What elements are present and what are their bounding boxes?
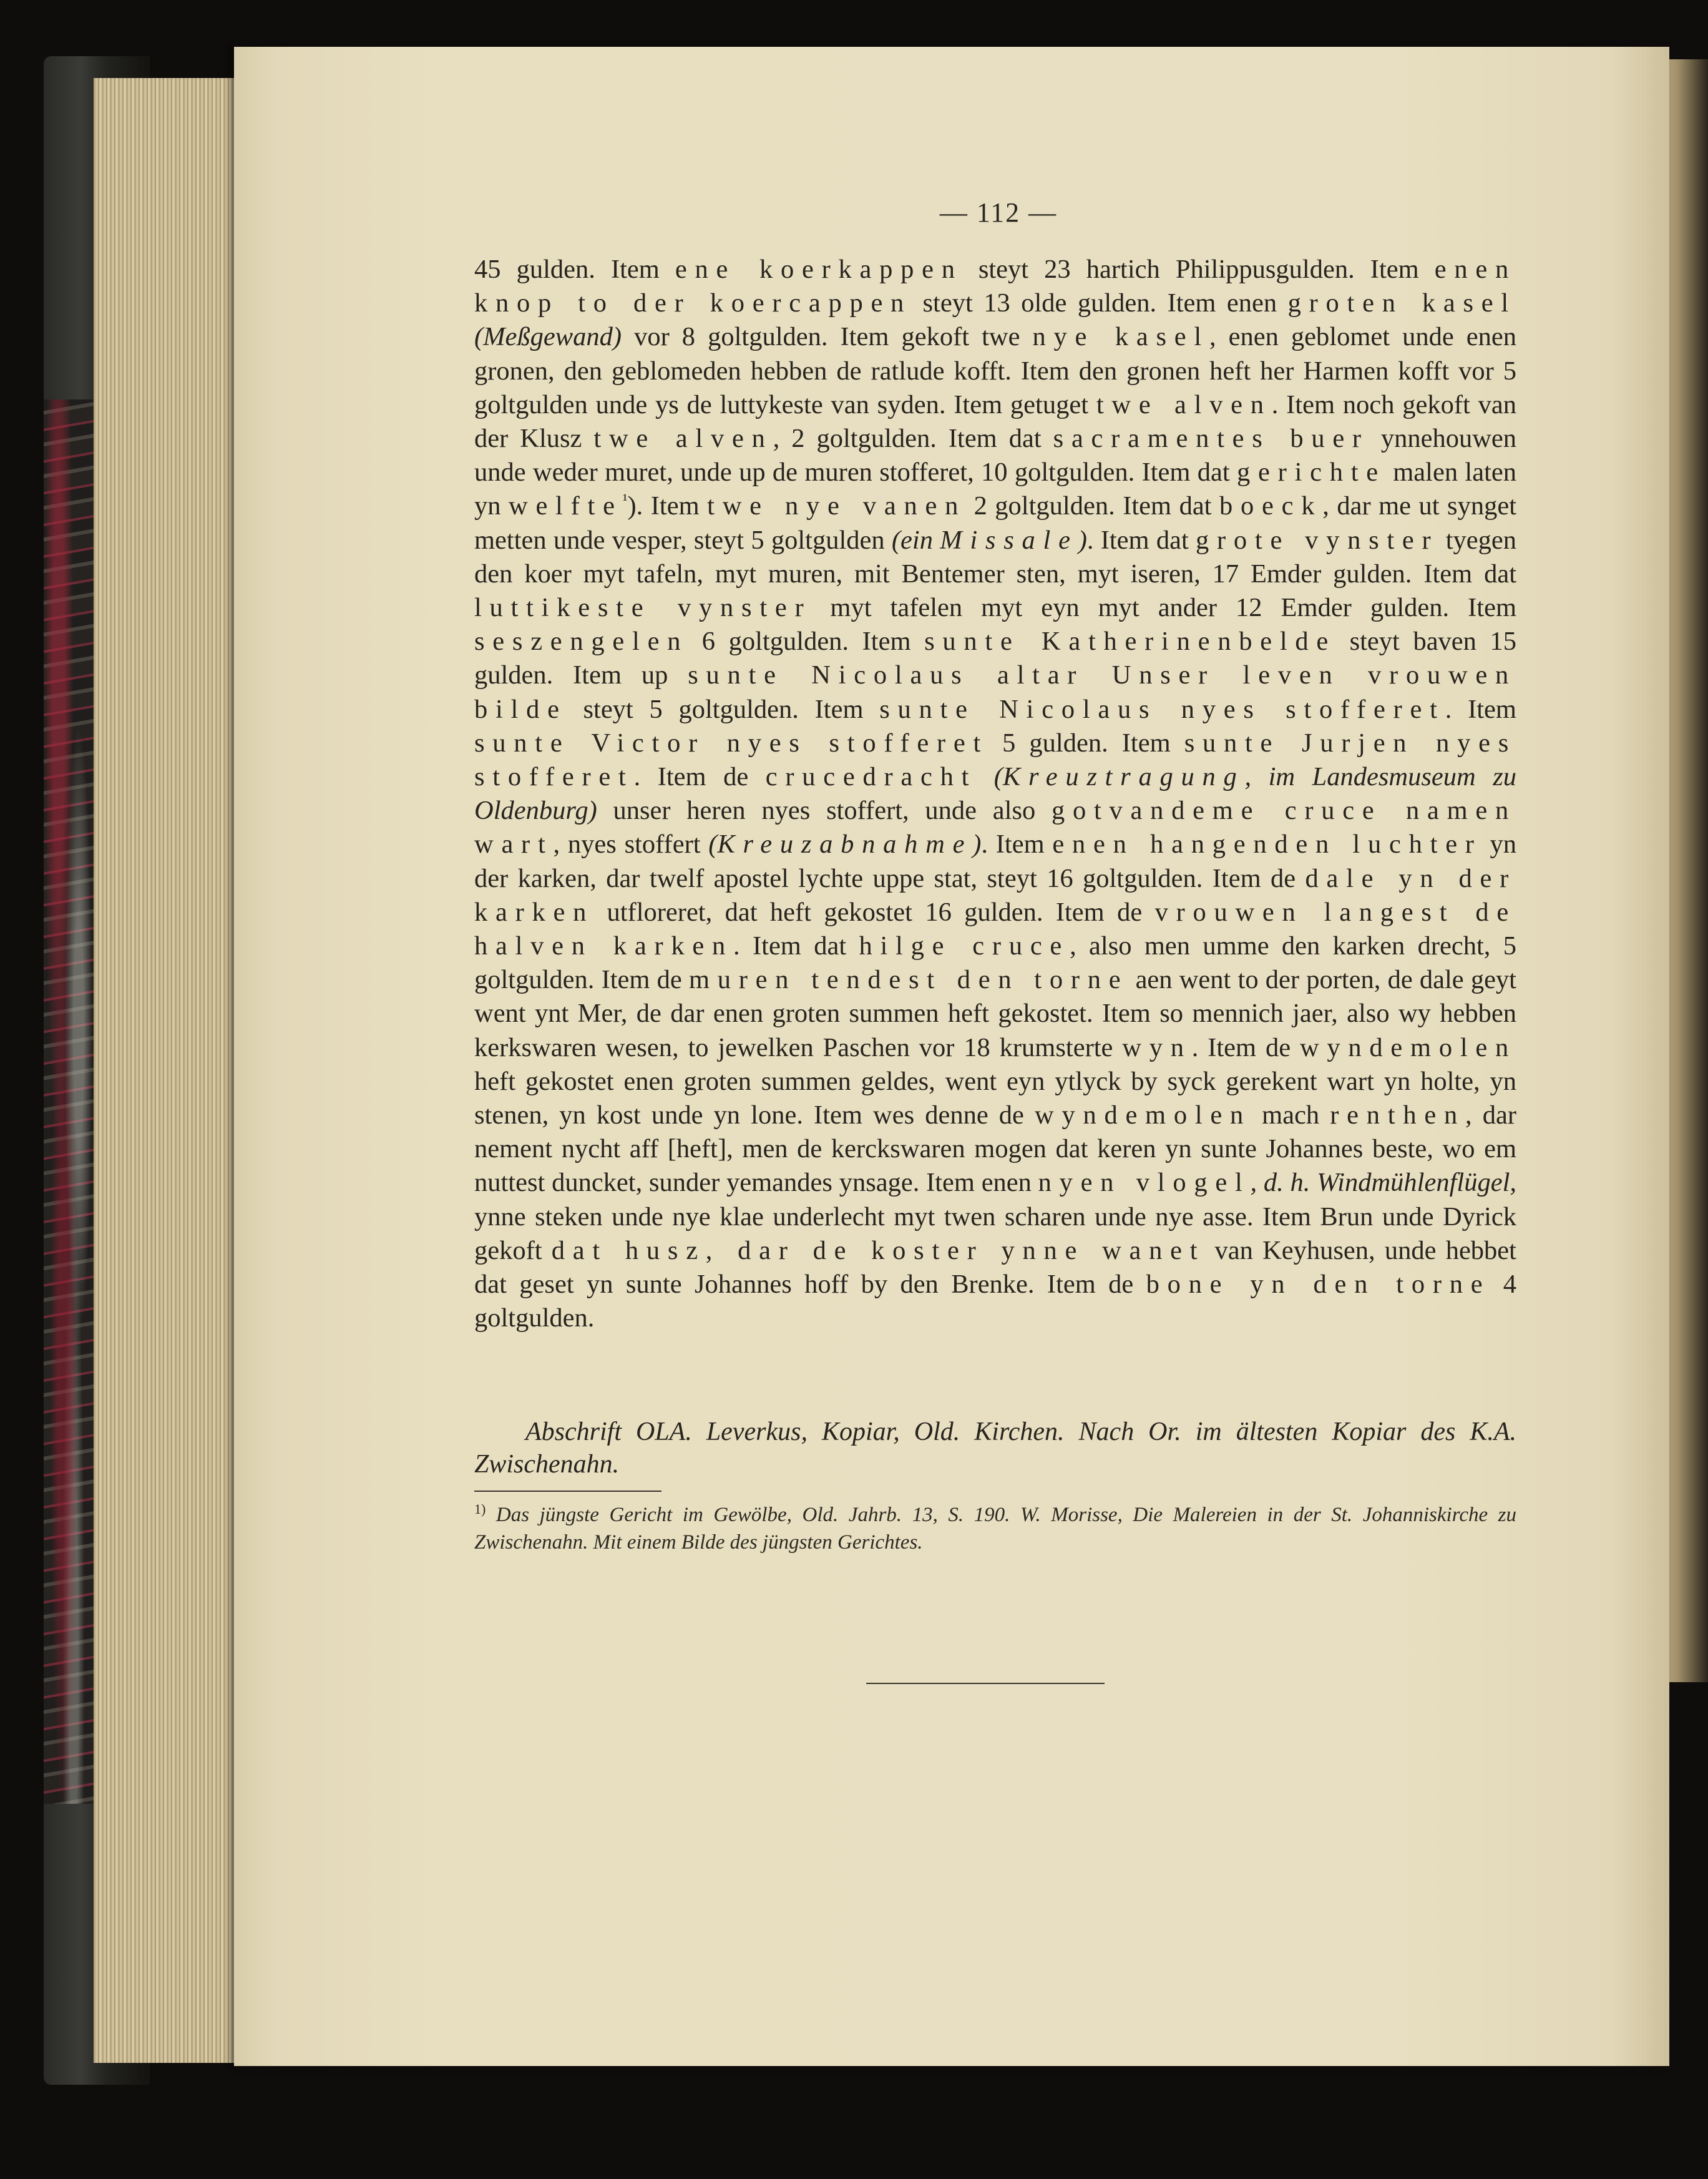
spaced-term: wyndemolen [1299, 1032, 1516, 1062]
italic-gloss: ( [708, 830, 718, 859]
text-run: steyt 5 goltgulden. Item [567, 694, 880, 724]
spaced-term: twe nye vanen [707, 491, 967, 521]
text-run: . Item [1445, 694, 1516, 724]
text-run: steyt 23 hartich Philippusgulden. Item [962, 255, 1435, 284]
spaced-term: renthen [1330, 1100, 1465, 1130]
spaced-term: sunte Nicolaus altar Unser leven vrouwen bilde [474, 660, 1516, 724]
italic-gloss: ) [1078, 525, 1087, 555]
italic-gloss: (ein [891, 525, 940, 555]
spaced-term: gotvandeme cruce namen wart [474, 796, 1516, 859]
spaced-term: enen hangenden luchter [1052, 830, 1482, 859]
spaced-term: muren tendest den torne [688, 965, 1129, 995]
spaced-term: bone yn den torne [1146, 1270, 1491, 1300]
text-run: . Item de [633, 762, 766, 792]
source-note: Abschrift OLA. Leverkus, Kopiar, Old. Kirchen. Nach Or. im ältesten Kopiar des K.A. Zwischenahn. [474, 1418, 1516, 1479]
text-run: ynnehouwen unde weder muret, unde up de muren stofferet, 10 goltgulden. Item dat [474, 424, 1517, 487]
spaced-term: gerichte [1237, 458, 1386, 487]
text-run: aen went to der porten, de dale geyt went ynt Mer, de dar enen groten summen heft gekostet. Item so mennich jaer, also wy hebben kerkswaren wesen, to jewelken Paschen vor 18 krumsterte [474, 965, 1516, 1062]
footnote-rule [474, 1491, 661, 1492]
spaced-term: twe alven [1096, 389, 1272, 419]
spaced-term: welfte [509, 491, 623, 521]
footnote-text: Das jüngste Gericht im Gewölbe, Old. Jahrb. 13, S. 190. W. Morisse, Die Malereien in der St. Johanniskirche zu Zwischenahn. Mit einem Bilde des jüngsten Gerichtes. [474, 1504, 1517, 1554]
text-run: 4 goltgulden. [474, 1270, 1516, 1333]
text-run: 45 gulden. Item [474, 255, 675, 284]
text-run: 5 gulden. Item [988, 728, 1184, 758]
footnote [474, 1501, 1516, 1556]
text-run: van Keyhusen, unde hebbet dat geset yn sunte Johannes hoff by den Brenke. Item de [474, 1235, 1516, 1300]
spaced-term: vrouwen langest de halven karken [474, 897, 1516, 961]
text-run: tyegen den koer myt tafeln, myt muren, mit Bentemer sten, myt iseren, 17 Emder gulden. Item dat [474, 525, 1516, 589]
text-run: unser heren nyes stoffert, unde also [597, 796, 1052, 826]
text-run: ). Item [627, 491, 708, 521]
text-run: steyt baven 15 gulden. Item up [474, 627, 1517, 690]
text-run: . Item de [1191, 1032, 1300, 1062]
text-run: malen laten yn [474, 458, 1516, 521]
spaced-term: Kreuzabnahme [717, 830, 973, 859]
text-run: yn der karken, dar twelf apostel lychte uppe stat, steyt 16 goltgulden. Item de [474, 830, 1516, 893]
text-run: . Item noch gekoft van der Klusz [474, 389, 1516, 454]
page-number: — 112 — [939, 197, 1058, 228]
text-run: . Item dat [1086, 525, 1196, 555]
text-run: . Item dat [733, 931, 859, 961]
spaced-term: twe alven [593, 424, 773, 454]
text-run: , enen geblomet unde enen gronen, den geblomeden hebben de ratlude kofft. Item den gronen heft her Harmen kofft vor 5 goltgulden unde ys de luttykeste van syden. Item getuget [474, 322, 1516, 419]
spaced-term: crucedracht [765, 762, 977, 792]
text-run: vor 8 goltgulden. Item gekoft twe [622, 322, 1033, 352]
end-rule [866, 1683, 1105, 1684]
text-run: utfloreret, dat heft gekostet 16 gulden. Item de [594, 897, 1155, 927]
text-run: steyt 13 olde gulden. Item enen [912, 288, 1288, 318]
text-run: 6 goltgulden. Item [688, 627, 925, 657]
footnote-ref: ¹ [622, 491, 628, 509]
spaced-term: grote vynster [1196, 525, 1439, 555]
italic-gloss: ) [972, 830, 982, 859]
text-run: , dar me ut synget metten unde vesper, steyt 5 goltgulden [474, 491, 1516, 555]
text-run: , 2 goltgulden. Item dat [773, 424, 1053, 454]
spaced-term: sacramentes buer [1053, 424, 1369, 454]
spaced-term: nyen vlogel [1038, 1168, 1251, 1198]
spaced-term: Missale [940, 525, 1078, 555]
spaced-term: sunte Nicolaus nyes stofferet [879, 694, 1445, 724]
spaced-term: groten kasel [1287, 288, 1516, 318]
body-paragraph [474, 253, 1516, 1336]
italic-gloss: , im Landesmuseum zu Oldenburg) [474, 762, 1517, 826]
footnote-marker: 1) [474, 1501, 486, 1517]
text-run: myt tafelen myt eyn myt ander 12 Emder gulden. Item [811, 593, 1516, 623]
marbled-edge [44, 399, 94, 1804]
text-run: , also men umme den karken drecht, 5 goltgulden. Item de [474, 931, 1517, 995]
text-run: 2 goltgulden. Item dat [966, 491, 1219, 521]
body-text [474, 253, 1516, 1336]
page-edges [94, 78, 237, 2063]
text-run: . Item [981, 830, 1053, 859]
spaced-term: seszengelen [474, 627, 689, 657]
spaced-term: ene koerkappen [675, 255, 963, 284]
text-run: heft gekostet enen groten summen geldes, went eyn ytlyck by syck gerekent wart yn holte, yn stenen, yn kost unde yn lone. Item wes denne de [474, 1066, 1516, 1130]
spaced-term: enen knop to der koercappen [474, 255, 1516, 318]
spaced-term: nye kasel [1032, 322, 1209, 352]
spaced-term: Kreuztragung [1002, 762, 1245, 792]
italic-gloss: ( [977, 762, 1003, 792]
spaced-term: luttikeste vynster [474, 593, 812, 623]
spaced-term: sunte Victor nyes stofferet [474, 728, 989, 758]
spaced-term: sunte Jurjen nyes stofferet [474, 728, 1516, 792]
text-run: , dar nement nycht aff [heft], men de kerckswaren mogen dat keren yn sunte Johannes beste, wo em nuttest duncket, sunder yemandes ynsage. Item enen [474, 1100, 1516, 1198]
text-run: , nyes stoffert [553, 830, 709, 859]
spaced-term: hilge cruce [859, 931, 1070, 961]
text-run: ynne steken unde nye klae underlecht myt twen scharen unde nye asse. Item Brun unde Dyrick gekoft [474, 1202, 1516, 1265]
italic-gloss: , d. h. Windmühlenflügel, [1250, 1168, 1517, 1198]
italic-gloss: (Meßgewand) [474, 322, 622, 352]
spaced-term: dat husz, dar de koster ynne wanet [551, 1235, 1206, 1265]
spaced-term: sunte Katherinenbelde [924, 627, 1336, 657]
spaced-term: boeck [1219, 491, 1323, 521]
spaced-term: wyndemolen [1035, 1100, 1252, 1130]
text-run: mach [1251, 1100, 1330, 1130]
spaced-term: wyn [1122, 1032, 1192, 1062]
spaced-term: dale yn der karken [474, 863, 1516, 927]
